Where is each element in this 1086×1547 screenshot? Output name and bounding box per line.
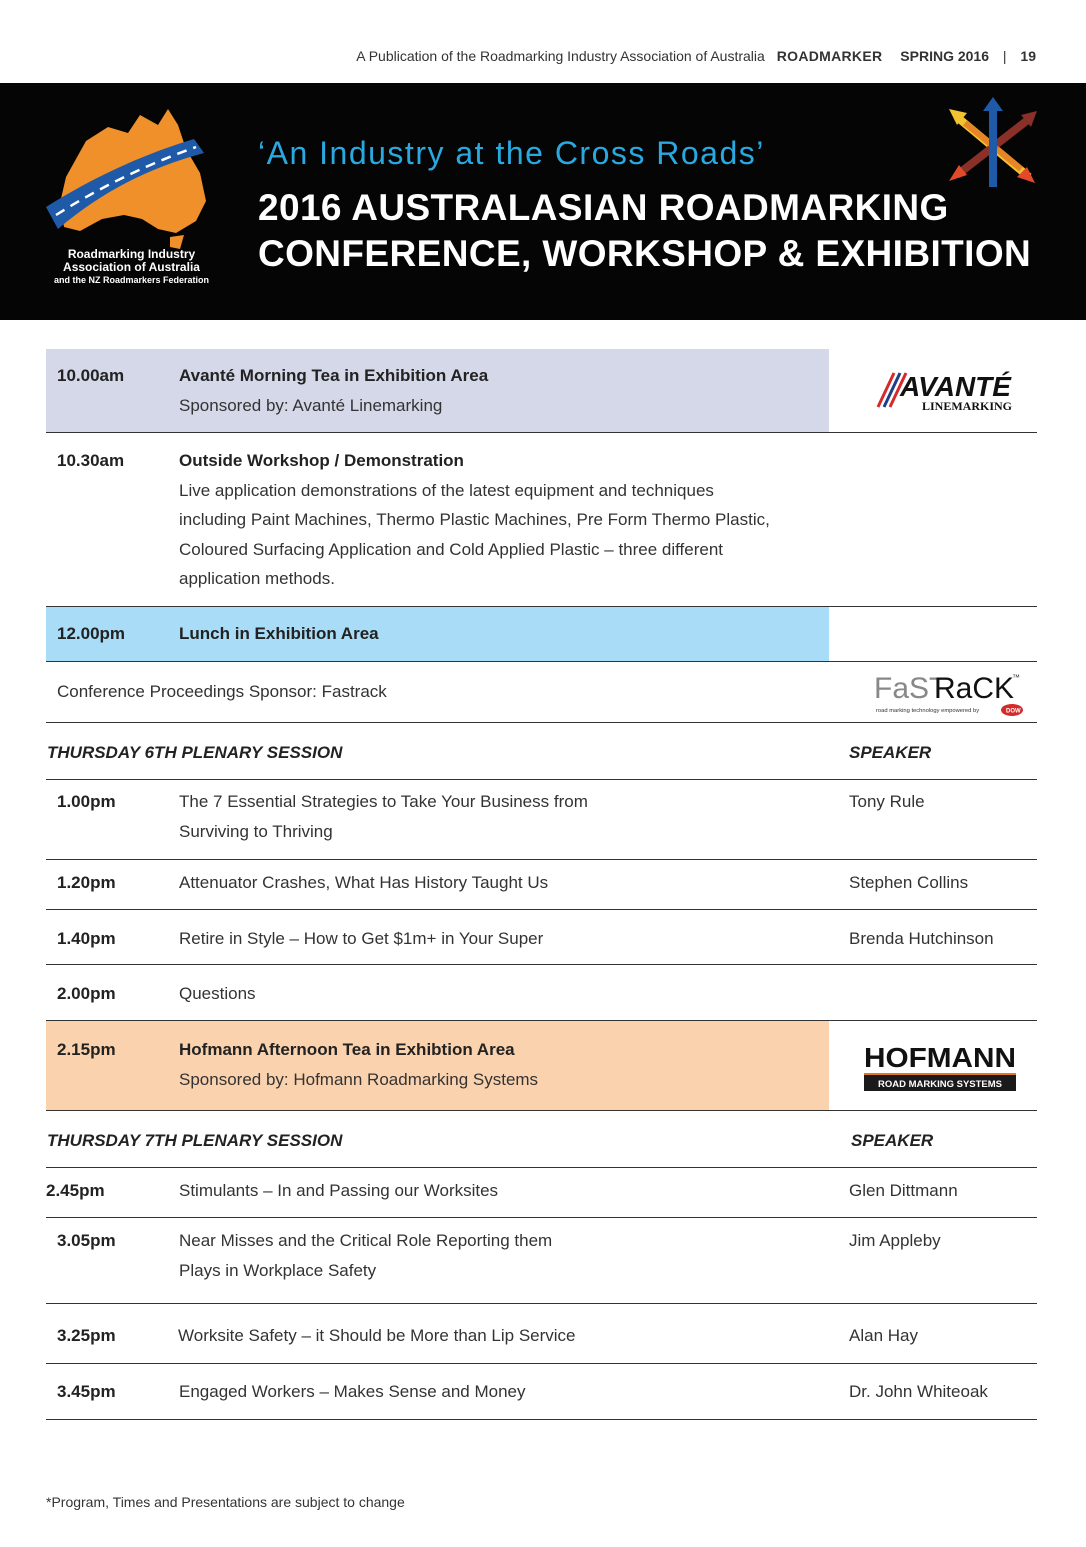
sponsor-text: Conference Proceedings Sponsor: Fastrack (57, 682, 387, 701)
avante-logo-wordmark: AVANTÉ (900, 371, 1011, 402)
speaker-name: Glen Dittmann (849, 1181, 958, 1200)
magazine-name: ROADMARKER (776, 48, 883, 64)
speaker-name: Alan Hay (849, 1326, 918, 1345)
program-row-talk (46, 1364, 1037, 1420)
session-time: 3.45pm (57, 1382, 116, 1401)
session-time: 3.25pm (57, 1326, 116, 1345)
conference-banner (0, 83, 1086, 320)
talk-title-line: Surviving to Thriving (179, 821, 333, 841)
talk-title (179, 1226, 824, 1285)
program-row-outside-workshop (46, 433, 1037, 607)
session-detail-line: application methods. (179, 569, 335, 588)
association-logo (44, 103, 219, 303)
speaker-name: Brenda Hutchinson (849, 929, 994, 948)
header-separator: | (1002, 48, 1007, 64)
session-detail-line: Live application demonstrations of the latest equipment and techniques (179, 480, 714, 500)
fastrack-logo-subtext: road marking technology empowered by (876, 708, 980, 714)
footnote: *Program, Times and Presentations are subject to change (46, 1494, 405, 1510)
session-description (179, 446, 824, 594)
talk-title-line: Stimulants – In and Passing our Worksites (179, 1181, 499, 1200)
talk-title (179, 1377, 824, 1407)
talk-title-line: The 7 Essential Strategies to Take Your Business from (179, 792, 588, 811)
speaker-name: Dr. John Whiteoak (849, 1382, 988, 1401)
talk-title (179, 868, 824, 898)
program-row-morning-tea (46, 349, 1037, 433)
conference-program (46, 349, 1037, 1420)
program-row-talk (46, 1218, 1037, 1304)
session-detail-line: Coloured Surfacing Application and Cold Applied Plastic – three different (179, 539, 724, 559)
avante-stripes-icon (864, 367, 1014, 415)
talk-title-line: Worksite Safety – it Should be More than Lip Service (178, 1326, 576, 1345)
session-title: Lunch in Exhibition Area (179, 624, 379, 643)
session-header-thursday-6th (46, 723, 1037, 780)
talk-title-line: Questions (179, 984, 256, 1003)
session-title: Avanté Morning Tea in Exhibition Area (179, 366, 489, 385)
program-row-talk (46, 1168, 1037, 1218)
talk-title (178, 1321, 823, 1351)
australia-map-icon (44, 103, 219, 253)
avante-logo (864, 367, 1014, 415)
conference-title-line2: CONFERENCE, WORKSHOP & EXHIBITION (258, 233, 1032, 274)
session-heading: THURSDAY 7TH PLENARY SESSION (47, 1131, 343, 1150)
fastrack-logo-part-b: RaCK (934, 672, 1015, 705)
session-title: Outside Workshop / Demonstration (179, 451, 464, 470)
avante-logo-subtext: LINEMARKING (922, 399, 1013, 413)
hofmann-logo-subtext: ROAD MARKING SYSTEMS (877, 1079, 1003, 1090)
session-time: 10.30am (57, 451, 125, 470)
issue-label: SPRING 2016 (900, 48, 989, 64)
session-time: 1.20pm (57, 873, 116, 892)
hofmann-logo-stripe (864, 1073, 1016, 1075)
talk-title-line: Near Misses and the Critical Role Reporting them (179, 1231, 553, 1250)
session-time: 12.00pm (57, 624, 126, 643)
speaker-name: Stephen Collins (849, 873, 969, 892)
association-name-line1: Roadmarking Industry (67, 247, 196, 261)
session-time: 2.15pm (57, 1040, 116, 1059)
fastrack-logo-part-a: FaST (874, 672, 948, 705)
session-detail-line: including Paint Machines, Thermo Plastic Machines, Pre Form Thermo Plastic, (179, 510, 770, 529)
program-row-proceedings-sponsor (46, 662, 1037, 723)
talk-title (179, 1176, 824, 1206)
talk-title (179, 787, 824, 846)
association-logo-text (44, 248, 219, 285)
hofmann-logo (864, 1035, 1016, 1095)
association-name-line3: and the NZ Roadmarkers Federation (53, 274, 210, 285)
dow-logo-text: DOW (1006, 708, 1021, 715)
session-description (179, 619, 824, 649)
running-header (356, 48, 1036, 64)
conference-tagline: ‘An Industry at the Cross Roads’ (258, 135, 765, 171)
talk-title-line: Engaged Workers – Makes Sense and Money (179, 1382, 526, 1401)
page-number: 19 (1020, 48, 1036, 64)
speaker-name: Jim Appleby (849, 1231, 941, 1250)
publication-credit: A Publication of the Roadmarking Industry Association of Australia (356, 48, 765, 64)
talk-title-line: Plays in Workplace Safety (179, 1260, 377, 1280)
session-time: 2.45pm (46, 1181, 105, 1200)
program-row-questions (46, 965, 1037, 1021)
session-title: Hofmann Afternoon Tea in Exhibtion Area (179, 1040, 515, 1059)
talk-title-line: Retire in Style – How to Get $1m+ in Your Super (179, 929, 544, 948)
session-time: 3.05pm (57, 1231, 116, 1250)
session-time: 2.00pm (57, 984, 116, 1003)
program-row-afternoon-tea (46, 1021, 1037, 1111)
conference-title-line1: 2016 AUSTRALASIAN ROADMARKING (258, 187, 949, 228)
program-row-lunch (46, 607, 1037, 662)
speaker-heading: SPEAKER (849, 743, 932, 762)
session-header-thursday-7th (46, 1111, 1037, 1168)
association-name-line2: Association of Australia (63, 260, 200, 275)
fastrack-logo-graphic (872, 668, 1028, 718)
session-description (179, 361, 824, 420)
talk-title (179, 979, 824, 1009)
talk-title (179, 924, 824, 954)
program-row-talk (46, 780, 1037, 860)
session-time: 10.00am (57, 366, 125, 385)
program-row-talk (46, 1304, 1037, 1364)
session-time: 1.00pm (57, 792, 116, 811)
fastrack-trademark: ™ (1012, 673, 1020, 682)
talk-title-line: Attenuator Crashes, What Has History Taught Us (179, 873, 549, 892)
program-row-talk (46, 860, 1037, 910)
program-row-talk (46, 910, 1037, 965)
speaker-heading: SPEAKER (851, 1131, 934, 1150)
fastrack-logo (872, 668, 1028, 718)
session-sponsor: Sponsored by: Hofmann Roadmarking Systems (179, 1069, 539, 1089)
session-time: 1.40pm (57, 929, 116, 948)
speaker-name: Tony Rule (849, 792, 925, 811)
session-description (179, 1035, 824, 1094)
session-heading: THURSDAY 6TH PLENARY SESSION (47, 743, 343, 762)
hofmann-logo-graphic (864, 1035, 1016, 1095)
session-sponsor: Sponsored by: Avanté Linemarking (179, 395, 443, 415)
crossroads-arrows-icon (945, 97, 1041, 189)
hofmann-logo-wordmark: HOFMANN (864, 1042, 1016, 1073)
